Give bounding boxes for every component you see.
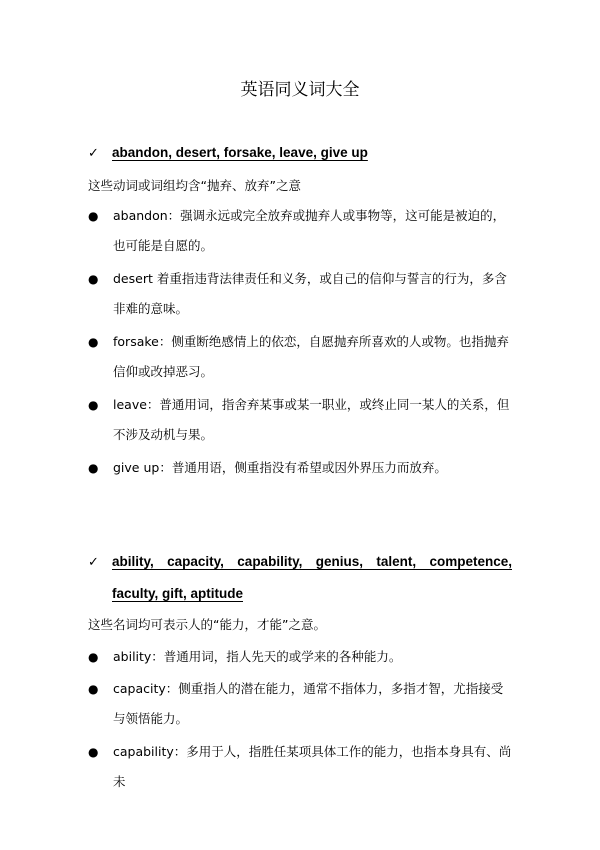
list-item <box>88 642 512 672</box>
list-item <box>88 201 512 261</box>
section-heading <box>88 546 512 610</box>
bullet-icon: ● <box>88 461 99 475</box>
list-item-text: leave：普通用词，指舍弃某事或某一职业，或终止同一某人的关系，但不涉及动机与果。 <box>113 397 510 442</box>
list-item <box>88 264 512 324</box>
list-item <box>88 327 512 387</box>
list-item-text: give up：普通用语，侧重指没有希望或因外界压力而放弃。 <box>113 460 447 475</box>
list-item-text: capability：多用于人，指胜任某项具体工作的能力，也指本身具有、尚未 <box>113 744 512 789</box>
bullet-icon: ● <box>88 398 99 412</box>
section-heading-text: abandon, desert, forsake, leave, give up <box>112 145 368 160</box>
bullet-icon: ● <box>88 272 99 286</box>
bullet-icon: ● <box>88 335 99 349</box>
bullet-icon: ● <box>88 745 99 759</box>
section-intro: 这些动词或词组均含“抛弃、放弃”之意 <box>88 178 301 193</box>
section-intro: 这些名词均可表示人的“能力，才能”之意。 <box>88 617 326 632</box>
list-item <box>88 737 512 797</box>
list-item-text: capacity：侧重指人的潜在能力，通常不指体力，多指才智，尤指接受与领悟能力。 <box>113 681 504 726</box>
list-item-text: abandon：强调永远或完全放弃或抛弃人或事物等，这可能是被迫的，也可能是自愿的。 <box>113 208 506 253</box>
section-heading-text: ability, capacity, capability, genius, talent, competence, faculty, gift, aptitude <box>112 554 512 601</box>
bullet-icon: ● <box>88 650 99 664</box>
list-item-text: desert 着重指违背法律责任和义务，或自己的信仰与誓言的行为，多含非难的意味。 <box>113 271 507 316</box>
bullet-icon: ● <box>88 209 99 223</box>
checkmark-icon: ✓ <box>88 145 99 160</box>
list-item-text: forsake：侧重断绝感情上的依恋，自愿抛弃所喜欢的人或物。也指抛弃信仰或改掉恶习。 <box>113 334 509 379</box>
list-item <box>88 453 512 483</box>
list-item-text: ability：普通用词，指人先天的或学来的各种能力。 <box>113 649 402 664</box>
list-item <box>88 674 512 734</box>
checkmark-icon: ✓ <box>88 554 99 569</box>
list-item <box>88 390 512 450</box>
bullet-icon: ● <box>88 682 99 696</box>
section-heading <box>88 137 512 169</box>
page-title: 英语同义词大全 <box>240 80 360 100</box>
